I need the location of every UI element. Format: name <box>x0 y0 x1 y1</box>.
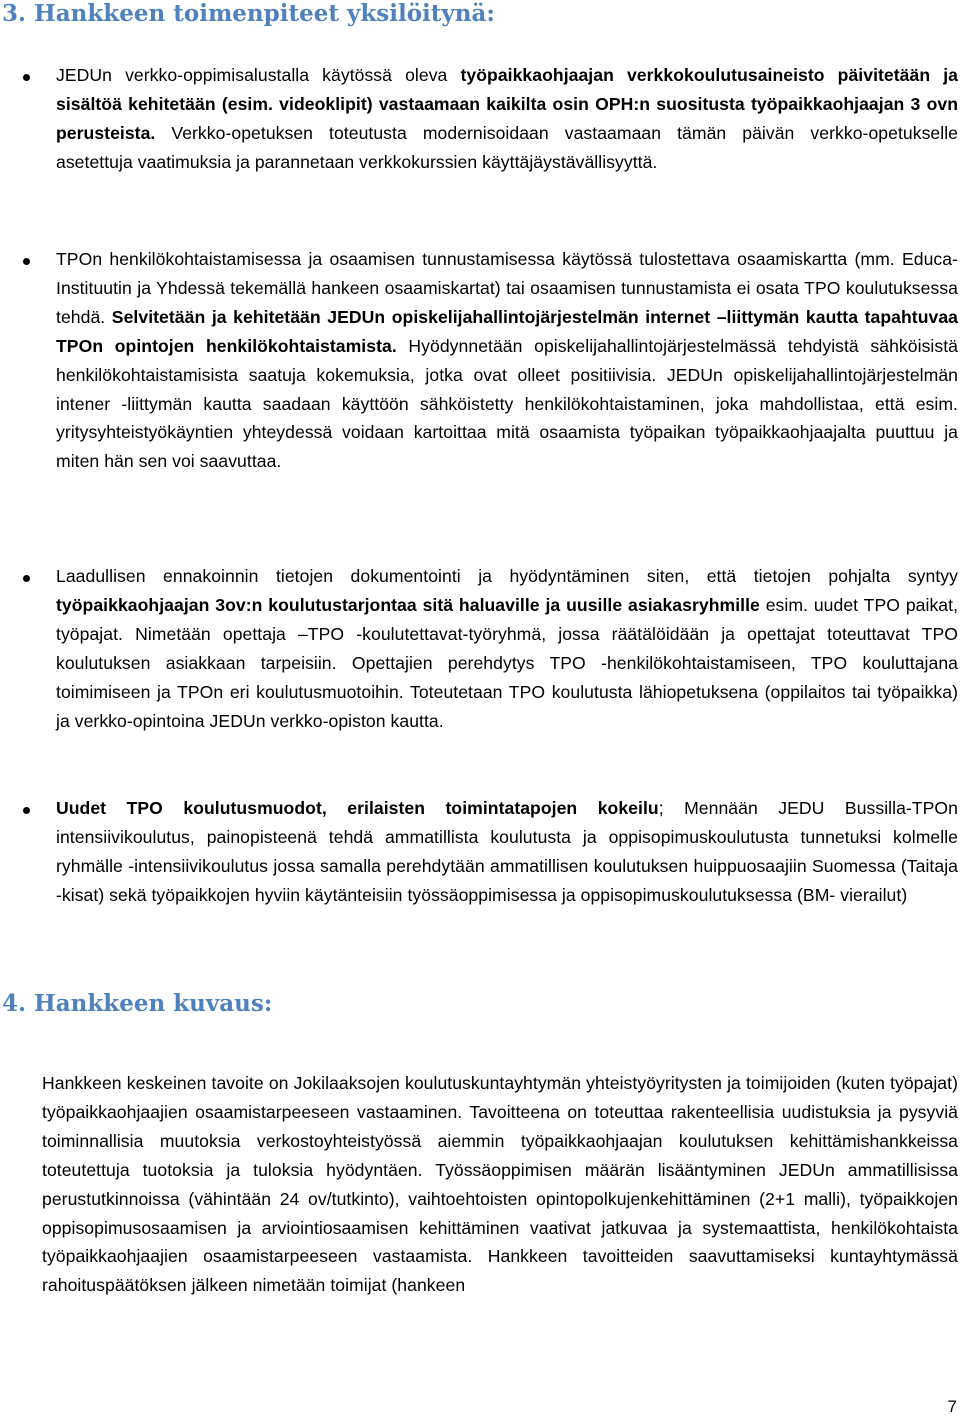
bullet-icon <box>23 258 30 265</box>
bold-text-run: Uudet TPO koulutusmuodot, erilaisten toimintatapojen kokeilu <box>56 798 659 818</box>
bullet-icon <box>23 575 30 582</box>
bullet-text <box>56 562 958 735</box>
bold-text-run: Selvitetään ja kehitetään JEDUn opiskelijahallintojärjestelmän internet –liittymän kautta tapahtuvaa TPOn opintojen henkilökohtaistamista. <box>56 306 958 356</box>
page-number: 7 <box>947 1397 957 1416</box>
section-3-title: 3. Hankkeen toimenpiteet yksilöitynä: <box>2 0 495 27</box>
text-run: TPOn henkilökohtaistamisessa ja osaamisen tunnustamisessa käytössä tulostettava osaamiskartta (mm. Educa-Instituutin ja Yhdessä tekemällä hankeen osaamiskartat) tai osaamisen tunnustamista ei osata TPO koulutuksessa tehdä. <box>56 249 958 327</box>
text-run: esim. uudet TPO paikat, työpajat. Nimetään opettaja –TPO -koulutettavat-työryhmä, jossa räätälöidään ja opettajat toteuttavat TPO koulutuksen asiakkaan tarpeisiin. Opettajien perehdytys TPO -henkilökohtaistamiseen, TPO kouluttajana toimimiseen ja TPOn eri koulutusmuotoihin. Toteutetaan TPO koulutusta lähiopetuksena (oppilaitos tai työpaikka) ja verkko-opintoina JEDUn verkko-opiston kautta. <box>56 594 959 731</box>
text-run: Hyödynnetään opiskelijahallintojärjestelmässä tehdyistä sähköisistä henkilökohtaistamisista saatuja kokemuksia, jotka ovat olleet positiivisia. JEDUn opiskelijahallintojärjestelmän intener -liittymän kautta saadaan käyttöön sähköistetty henkilökohtaistaminen, joka mahdollistaa, että esim. yritysyhteistyökäyntien yhteydessä voidaan kartoittaa mitä osaamista työpaikan työpaikkaohjaajalta puuttuu ja miten hän sen voi saavuttaa. <box>56 335 958 472</box>
bullet-icon <box>23 74 30 81</box>
text-run: JEDUn verkko-oppimisalustalla käytössä oleva <box>56 65 461 85</box>
bullet-text <box>56 794 958 910</box>
bold-text-run: työpaikkaohjaajan verkkokoulutusaineisto päivitetään ja sisältöä kehitetään (esim. videoklipit) vastaamaan kaikilta osin OPH:n suositusta työpaikkaohjaajan 3 ovn perusteista. <box>56 65 958 143</box>
text-run: Verkko-opetuksen toteutusta modernisoidaan vastaamaan tämän päivän verkko-opetukselle asetettuja vaatimuksia ja parannetaan verkkokurssien käyttäjäystävällisyyttä. <box>56 122 958 172</box>
section-4-title: 4. Hankkeen kuvaus: <box>2 990 273 1017</box>
section-4-paragraph: Hankkeen keskeinen tavoite on Jokilaaksojen koulutuskuntayhtymän yhteistyöyritysten ja toimijoiden (kuten työpajat) työpaikkaohjaajien osaamistarpeeseen vastaaminen. Tavoitteena on toteuttaa rakenteellisia uudistuksia ja pysyviä toiminnallisia muutoksia verkostoyhteistyössä aiemmin työpaikkaohjaajan koulutuksen kehittämishankkeissa toteutettuja tuotoksia ja tuloksia hyödyntäen. Työssäoppimisen määrän lisääntyminen JEDUn ammatillisissa perustutkinnoissa (vähintään 24 ov/tutkinto), vaihtoehtoisten opintopolkujenkehittäminen (2+1 malli), työpaikkojen oppisopimusosaamisen ja arviointiosaamisen kehittäminen vaativat jatkuvaa ja systemaattista, henkilökohtaista työpaikkaohjaajien osaamistarpeeseen vastaamista. Hankkeen tavoitteiden saavuttamiseksi kuntayhtymässä rahoituspäätöksen jälkeen nimetään toimijat (hankeen <box>42 1073 958 1296</box>
text-run: Laadullisen ennakoinnin tietojen dokumentointi ja hyödyntäminen siten, että tietojen pohjalta syntyy <box>56 566 958 586</box>
bold-text-run: työpaikkaohjaajan 3ov:n koulutustarjontaa sitä haluaville ja uusille asiakasryhmille <box>56 594 760 615</box>
bullet-text <box>56 61 958 177</box>
bullet-icon <box>23 807 30 814</box>
text-run: ; Mennään JEDU Bussilla-TPOn intensiivikoulutus, painopisteenä tehdä ammatillista koulutusta ja oppisopimuskoulutusta tunnetuksi kolmelle ryhmälle -intensiivikoulutus jossa samalla perehdytään ammatillisen koulutuksen huippuosaajiin Suomessa (Taitaja -kisat) sekä työpaikkojen hyviin käytänteisiin työssäoppimisessa ja oppisopimuskoulutuksessa (BM- vierailut) <box>56 798 958 905</box>
bullet-text <box>56 245 958 476</box>
